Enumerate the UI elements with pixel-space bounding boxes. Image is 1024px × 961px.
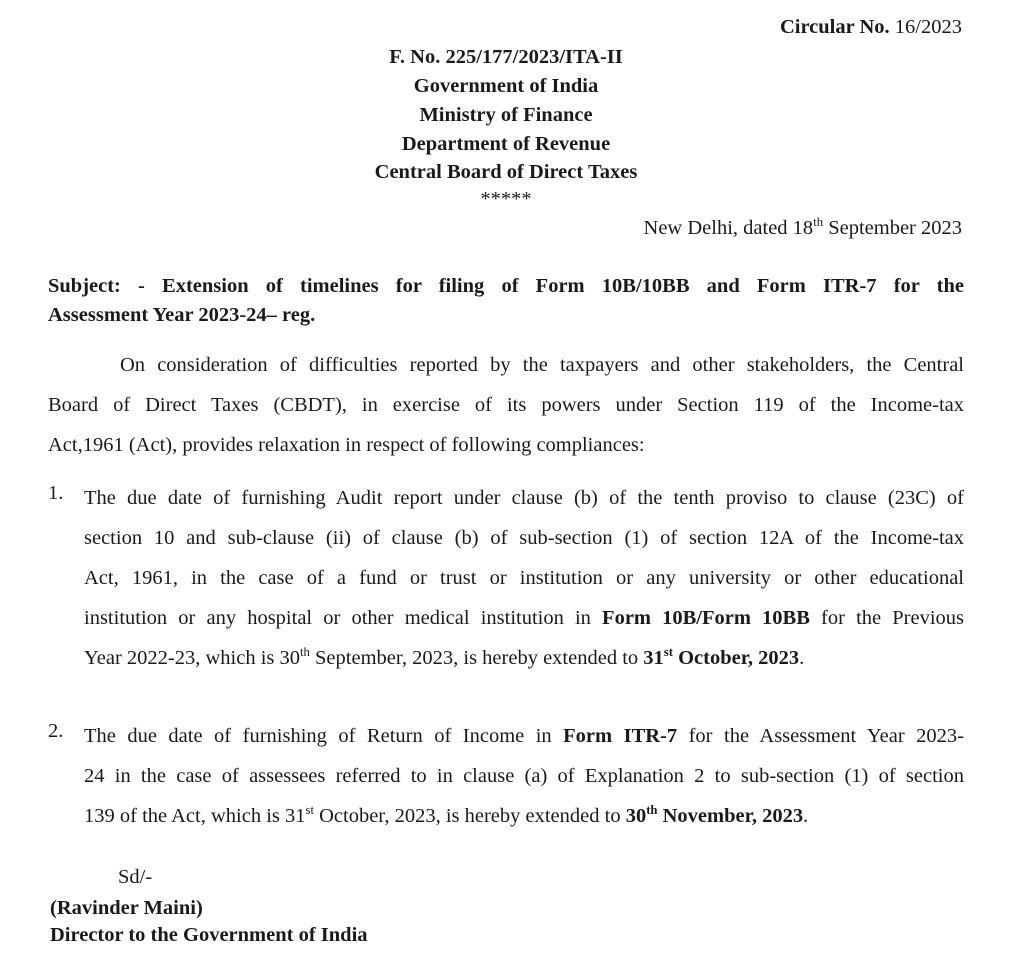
item-line: Year 2022-23, which is 30th September, 2023, is hereby extended to 31st October, 2023. [84, 645, 805, 669]
signature-mark: Sd/- [118, 866, 153, 888]
item-line: institution or any hospital or other medical institution in Form 10B/Form 10BB for the Previous [84, 607, 964, 629]
circular-number: Circular No. 16/2023 [779, 16, 962, 38]
separator: ***** [480, 188, 532, 210]
ministry-line: Ministry of Finance [419, 104, 593, 126]
item-line: The due date of furnishing of Return of Income in Form ITR-7 for the Assessment Year 2023- [84, 725, 965, 747]
signatory-name: (Ravinder Maini) [50, 897, 203, 919]
government-line: Government of India [413, 75, 599, 97]
intro-paragraph [48, 345, 964, 465]
department-line: Department of Revenue [401, 133, 611, 155]
intro-line-3: Act,1961 (Act), provides relaxation in respect of following compliances: [48, 434, 645, 456]
subject [48, 272, 964, 330]
item-number: 2. [48, 720, 64, 742]
date-line: New Delhi, dated 18th September 2023 [643, 215, 962, 239]
item-line: Act, 1961, in the case of a fund or trust or institution or any university or other educational [84, 567, 964, 589]
item-line: section 10 and sub-clause (ii) of clause (b) of sub-section (1) of section 12A of the Income-tax [84, 527, 964, 549]
subject-line-1: Subject: - Extension of timelines for filing of Form 10B/10BB and Form ITR-7 for the [48, 275, 964, 297]
board-line: Central Board of Direct Taxes [374, 161, 638, 183]
subject-line-2: Assessment Year 2023-24– reg. [48, 304, 316, 326]
file-number: F. No. 225/177/2023/ITA-II [389, 46, 623, 68]
item-line: 24 in the case of assessees referred to in clause (a) of Explanation 2 to sub-section (1) of section [84, 765, 964, 787]
signatory-title: Director to the Government of India [50, 924, 368, 946]
intro-line-1: On consideration of difficulties reported by the taxpayers and other stakeholders, the Central [120, 354, 964, 376]
item-line: The due date of furnishing Audit report under clause (b) of the tenth proviso to clause (23C) of [84, 487, 964, 509]
item-line: 139 of the Act, which is 31st October, 2023, is hereby extended to 30th November, 2023. [84, 803, 809, 827]
intro-line-2: Board of Direct Taxes (CBDT), in exercise of its powers under Section 119 of the Income-tax [48, 394, 964, 416]
item-number: 1. [48, 482, 64, 504]
